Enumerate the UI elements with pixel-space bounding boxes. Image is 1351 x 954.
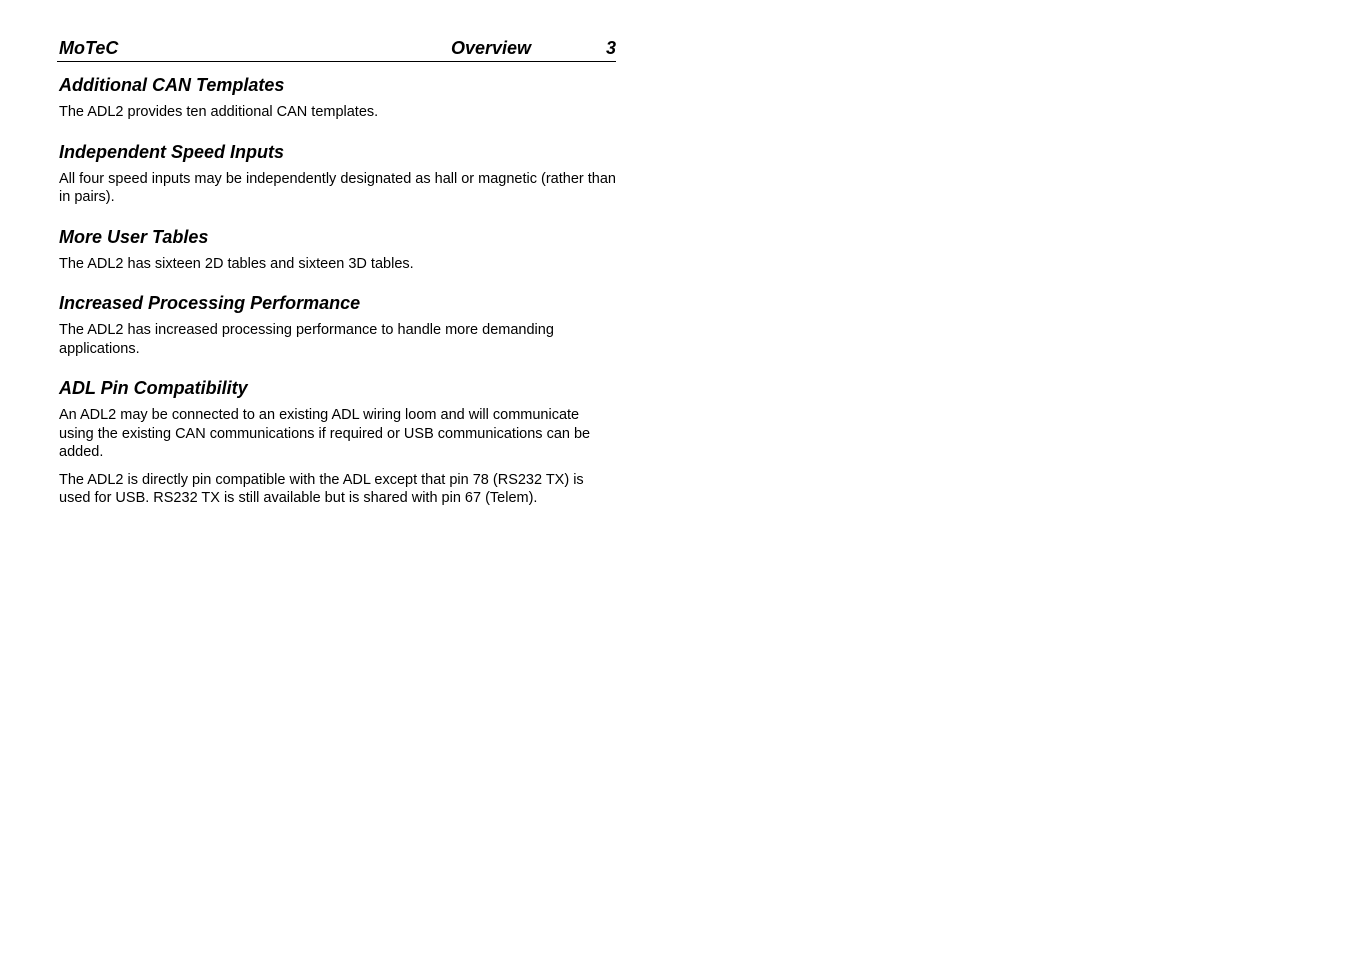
header-brand: MoTeC: [59, 38, 119, 58]
document-page: [57, 37, 616, 508]
section-paragraph: An ADL2 may be connected to an existing ADL wiring loom and will communicate using the existing CAN communications if required or USB communications can be added.: [59, 407, 591, 460]
section-paragraph: The ADL2 is directly pin compatible with the ADL except that pin 78 (RS232 TX) is used for USB. RS232 TX is still available but is shared with pin 67 (Telem).: [59, 471, 584, 506]
section-heading-adl-pin-compatibility: ADL Pin Compatibility: [59, 378, 248, 398]
section-heading-more-user-tables: More User Tables: [59, 226, 209, 247]
header-section-title: Overview: [451, 38, 532, 58]
page-content: [57, 74, 616, 508]
section-heading-increased-processing-performance: Increased Processing Performance: [59, 293, 361, 313]
section-heading-additional-can-templates: Additional CAN Templates: [59, 75, 285, 95]
section-paragraph: The ADL2 provides ten additional CAN templates.: [59, 104, 379, 120]
section-paragraph: All four speed inputs may be independently designated as hall or magnetic (rather than in pairs).: [59, 170, 616, 205]
page-header: [57, 37, 616, 62]
section-heading-independent-speed-inputs: Independent Speed Inputs: [59, 141, 285, 162]
section-paragraph: The ADL2 has sixteen 2D tables and sixteen 3D tables.: [59, 255, 414, 272]
header-page-number: 3: [605, 38, 616, 58]
section-paragraph: The ADL2 has increased processing performance to handle more demanding applications.: [59, 322, 554, 357]
